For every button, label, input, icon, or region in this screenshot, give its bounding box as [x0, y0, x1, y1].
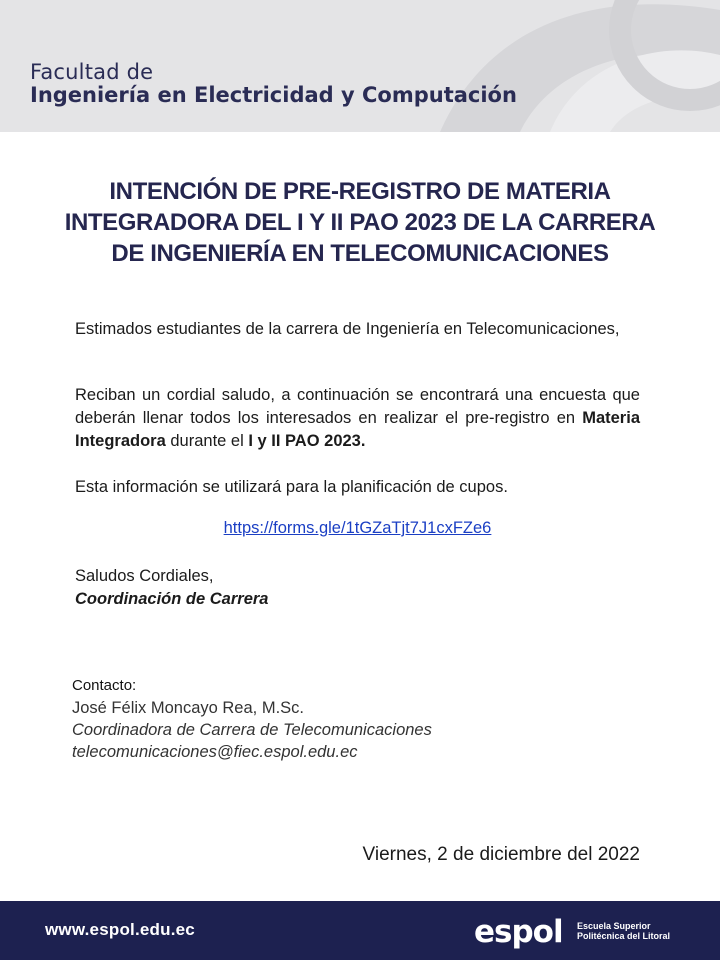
footer-bar: [0, 901, 720, 960]
contact-role: Coordinadora de Carrera de Telecomunicaciones: [72, 721, 432, 739]
closing-text: Saludos Cordiales,: [75, 567, 214, 585]
form-link-container: [75, 519, 640, 538]
logo-text-line1: Escuela Superior: [577, 921, 651, 931]
faculty-name-line1: Facultad de: [30, 60, 154, 84]
intro-bold-period: I y II PAO 2023.: [248, 432, 366, 450]
signature-text: Coordinación de Carrera: [75, 590, 269, 608]
contact-block: [72, 675, 432, 763]
header-decoration-graphic: [400, 0, 720, 132]
footer-url-link[interactable]: www.espol.edu.ec: [45, 920, 195, 939]
title-line-2: INTEGRADORA DEL I Y II PAO 2023 DE LA CARRERA: [64, 209, 656, 236]
intro-paragraph: [75, 384, 640, 453]
info-paragraph: Esta información se utilizará para la planificación de cupos.: [75, 478, 508, 496]
svg-text:espol: espol: [474, 914, 563, 950]
title-line-1: INTENCIÓN DE PRE-REGISTRO DE MATERIA: [109, 178, 611, 205]
contact-email: telecomunicaciones@fiec.espol.edu.ec: [72, 743, 358, 761]
contact-name: José Félix Moncayo Rea, M.Sc.: [72, 699, 304, 717]
intro-text-2: durante el: [165, 432, 249, 450]
greeting-paragraph: Estimados estudiantes de la carrera de Ingeniería en Telecomunicaciones,: [75, 320, 620, 338]
espol-logo-icon: [474, 910, 574, 952]
form-link[interactable]: https://forms.gle/1tGZaTjt7J1cxFZe6: [223, 519, 492, 537]
announcement-title: [50, 176, 670, 269]
closing-block: [75, 565, 640, 611]
title-line-3: DE INGENIERÍA EN TELECOMUNICACIONES: [111, 240, 609, 267]
header-banner: [0, 0, 720, 132]
date-text: Viernes, 2 de diciembre del 2022: [362, 844, 640, 865]
espol-logo-text: [577, 921, 670, 941]
contact-heading: Contacto:: [72, 677, 137, 694]
intro-bold-subject: Materia Integradora: [75, 409, 640, 450]
logo-text-line2: Politécnica del Litoral: [577, 931, 671, 941]
faculty-name-line2: Ingeniería en Electricidad y Computación: [30, 83, 517, 107]
intro-text-1: Reciban un cordial saludo, a continuación se encontrará una encuesta que deberán llenar todos los interesados en realizar el pre-registro en: [75, 386, 640, 427]
